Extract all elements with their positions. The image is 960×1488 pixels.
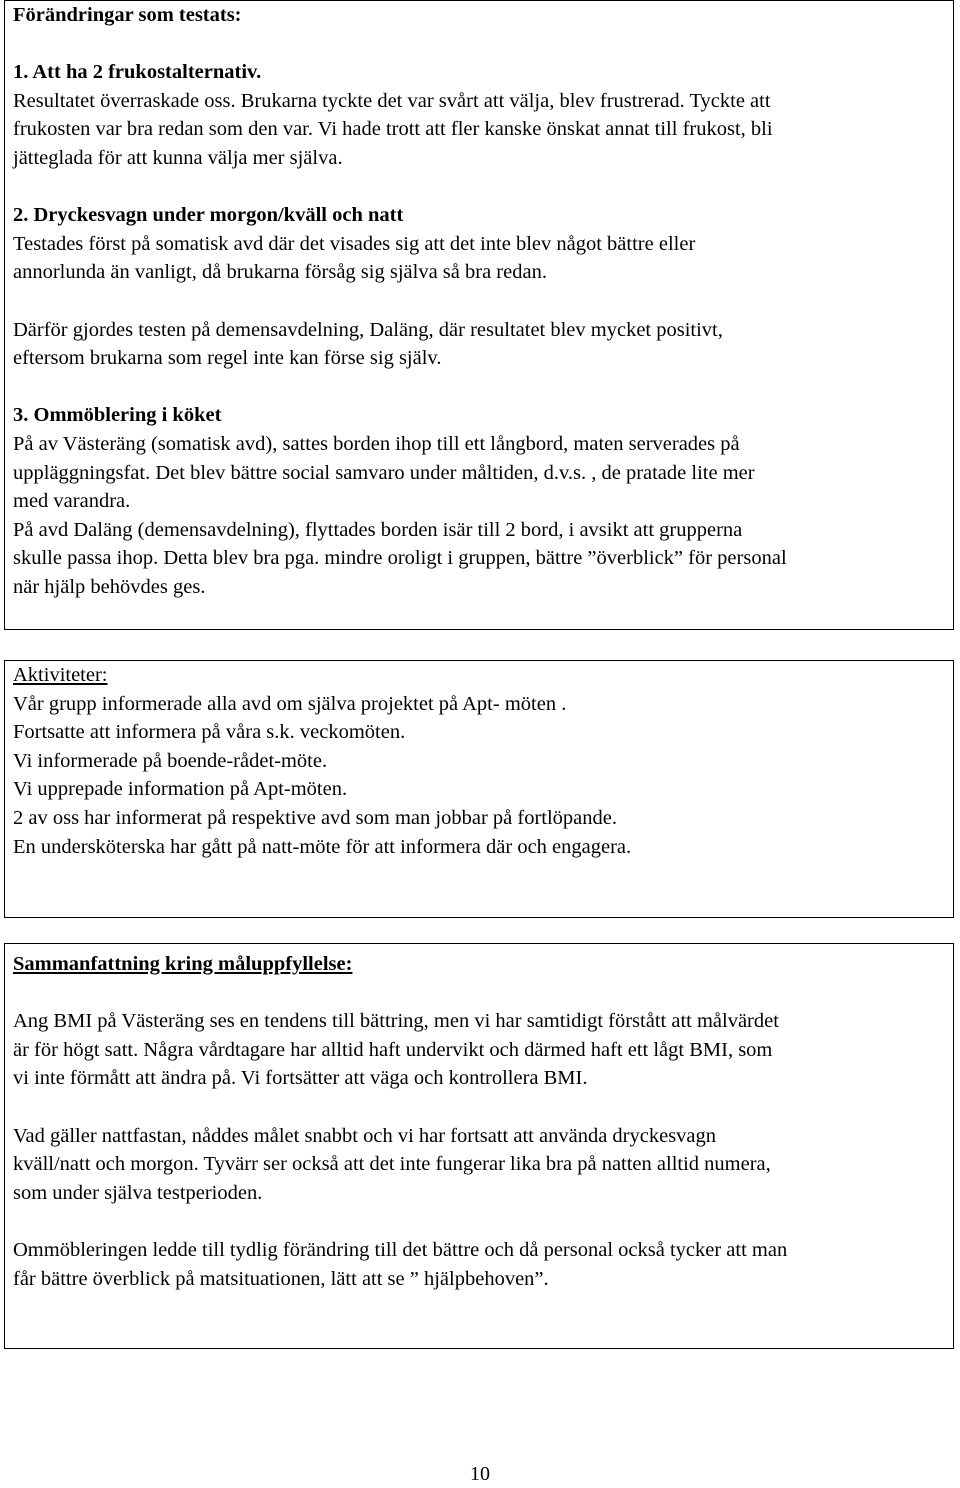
item2-line: eftersom brukarna som regel inte kan förse sig själv. — [13, 347, 442, 370]
activity-line: En undersköterska har gått på natt-möte för att informera där och engagera. — [13, 835, 632, 858]
changes-heading: Förändringar som testats: — [13, 4, 242, 26]
item3-line: när hjälp behövdes ges. — [13, 575, 206, 598]
item2-title: 2. Dryckesvagn under morgon/kväll och natt — [13, 204, 404, 227]
summary-line: Ommöbleringen ledde till tydlig förändring till det bättre och då personal också tycker att man — [13, 1238, 788, 1261]
changes-section — [4, 0, 954, 630]
item3-line: med varandra. — [13, 490, 131, 513]
summary-line: får bättre överblick på matsituationen, lätt att se ” hjälpbehoven”. — [13, 1267, 549, 1290]
summary-line: vi inte förmått att ändra på. Vi fortsätter att väga och kontrollera BMI. — [13, 1067, 588, 1090]
item3-title: 3. Ommöblering i köket — [13, 404, 222, 427]
item1-title: 1. Att ha 2 frukostalternativ. — [13, 61, 262, 84]
item2-line: Testades först på somatisk avd där det visades sig att det inte blev något bättre eller — [13, 232, 696, 255]
activity-line: Vi upprepade information på Apt-möten. — [13, 778, 348, 801]
item2-line: annorlunda än vanligt, då brukarna försåg sig själva så bra redan. — [13, 261, 547, 284]
activity-line: 2 av oss har informerat på respektive avd som man jobbar på fortlöpande. — [13, 806, 617, 829]
item3-line: På av Västeräng (somatisk avd), sattes borden ihop till ett långbord, maten serverades på — [13, 432, 740, 455]
summary-section — [4, 943, 954, 1349]
activities-heading: Aktiviteter: — [13, 664, 108, 686]
item1-line: jätteglada för att kunna välja mer själva. — [13, 146, 343, 169]
summary-line: kväll/natt och morgon. Tyvärr ser också att det inte fungerar lika bra på natten alltid numera, — [13, 1153, 771, 1176]
summary-line: Ang BMI på Västeräng ses en tendens till bättring, men vi har samtidigt förstått att målvärdet — [13, 1010, 779, 1033]
item3-line: skulle passa ihop. Detta blev bra pga. mindre oroligt i gruppen, bättre ”överblick” för personal — [13, 547, 787, 570]
summary-heading: Sammanfattning kring måluppfyllelse: — [13, 953, 353, 975]
summary-line: är för högt satt. Några vårdtagare har alltid haft undervikt och därmed haft ett lågt BMI, som — [13, 1038, 773, 1061]
item3-line: På avd Daläng (demensavdelning), flyttades borden isär till 2 bord, i avsikt att grupperna — [13, 518, 743, 541]
summary-line: som under själva testperioden. — [13, 1181, 263, 1204]
activity-line: Vi informerade på boende-rådet-möte. — [13, 749, 328, 772]
item3-line: uppläggningsfat. Det blev bättre social samvaro under måltiden, d.v.s. , de pratade lite mer — [13, 461, 755, 484]
activities-section — [4, 660, 954, 918]
item1-line: frukosten var bra redan som den var. Vi hade trott att fler kanske önskat annat till frukost, bli — [13, 118, 773, 141]
summary-line: Vad gäller nattfastan, nåddes målet snabbt och vi har fortsatt att använda dryckesvagn — [13, 1124, 717, 1147]
page-number: 10 — [470, 1463, 490, 1485]
item1-line: Resultatet överraskade oss. Brukarna tyckte det var svårt att välja, blev frustrerad. Tyckte att — [13, 89, 771, 112]
activity-line: Vår grupp informerade alla avd om själva projektet på Apt- möten . — [13, 692, 567, 715]
activity-line: Fortsatte att informera på våra s.k. veckomöten. — [13, 721, 406, 744]
item2-line: Därför gjordes testen på demensavdelning, Daläng, där resultatet blev mycket positivt, — [13, 318, 723, 341]
